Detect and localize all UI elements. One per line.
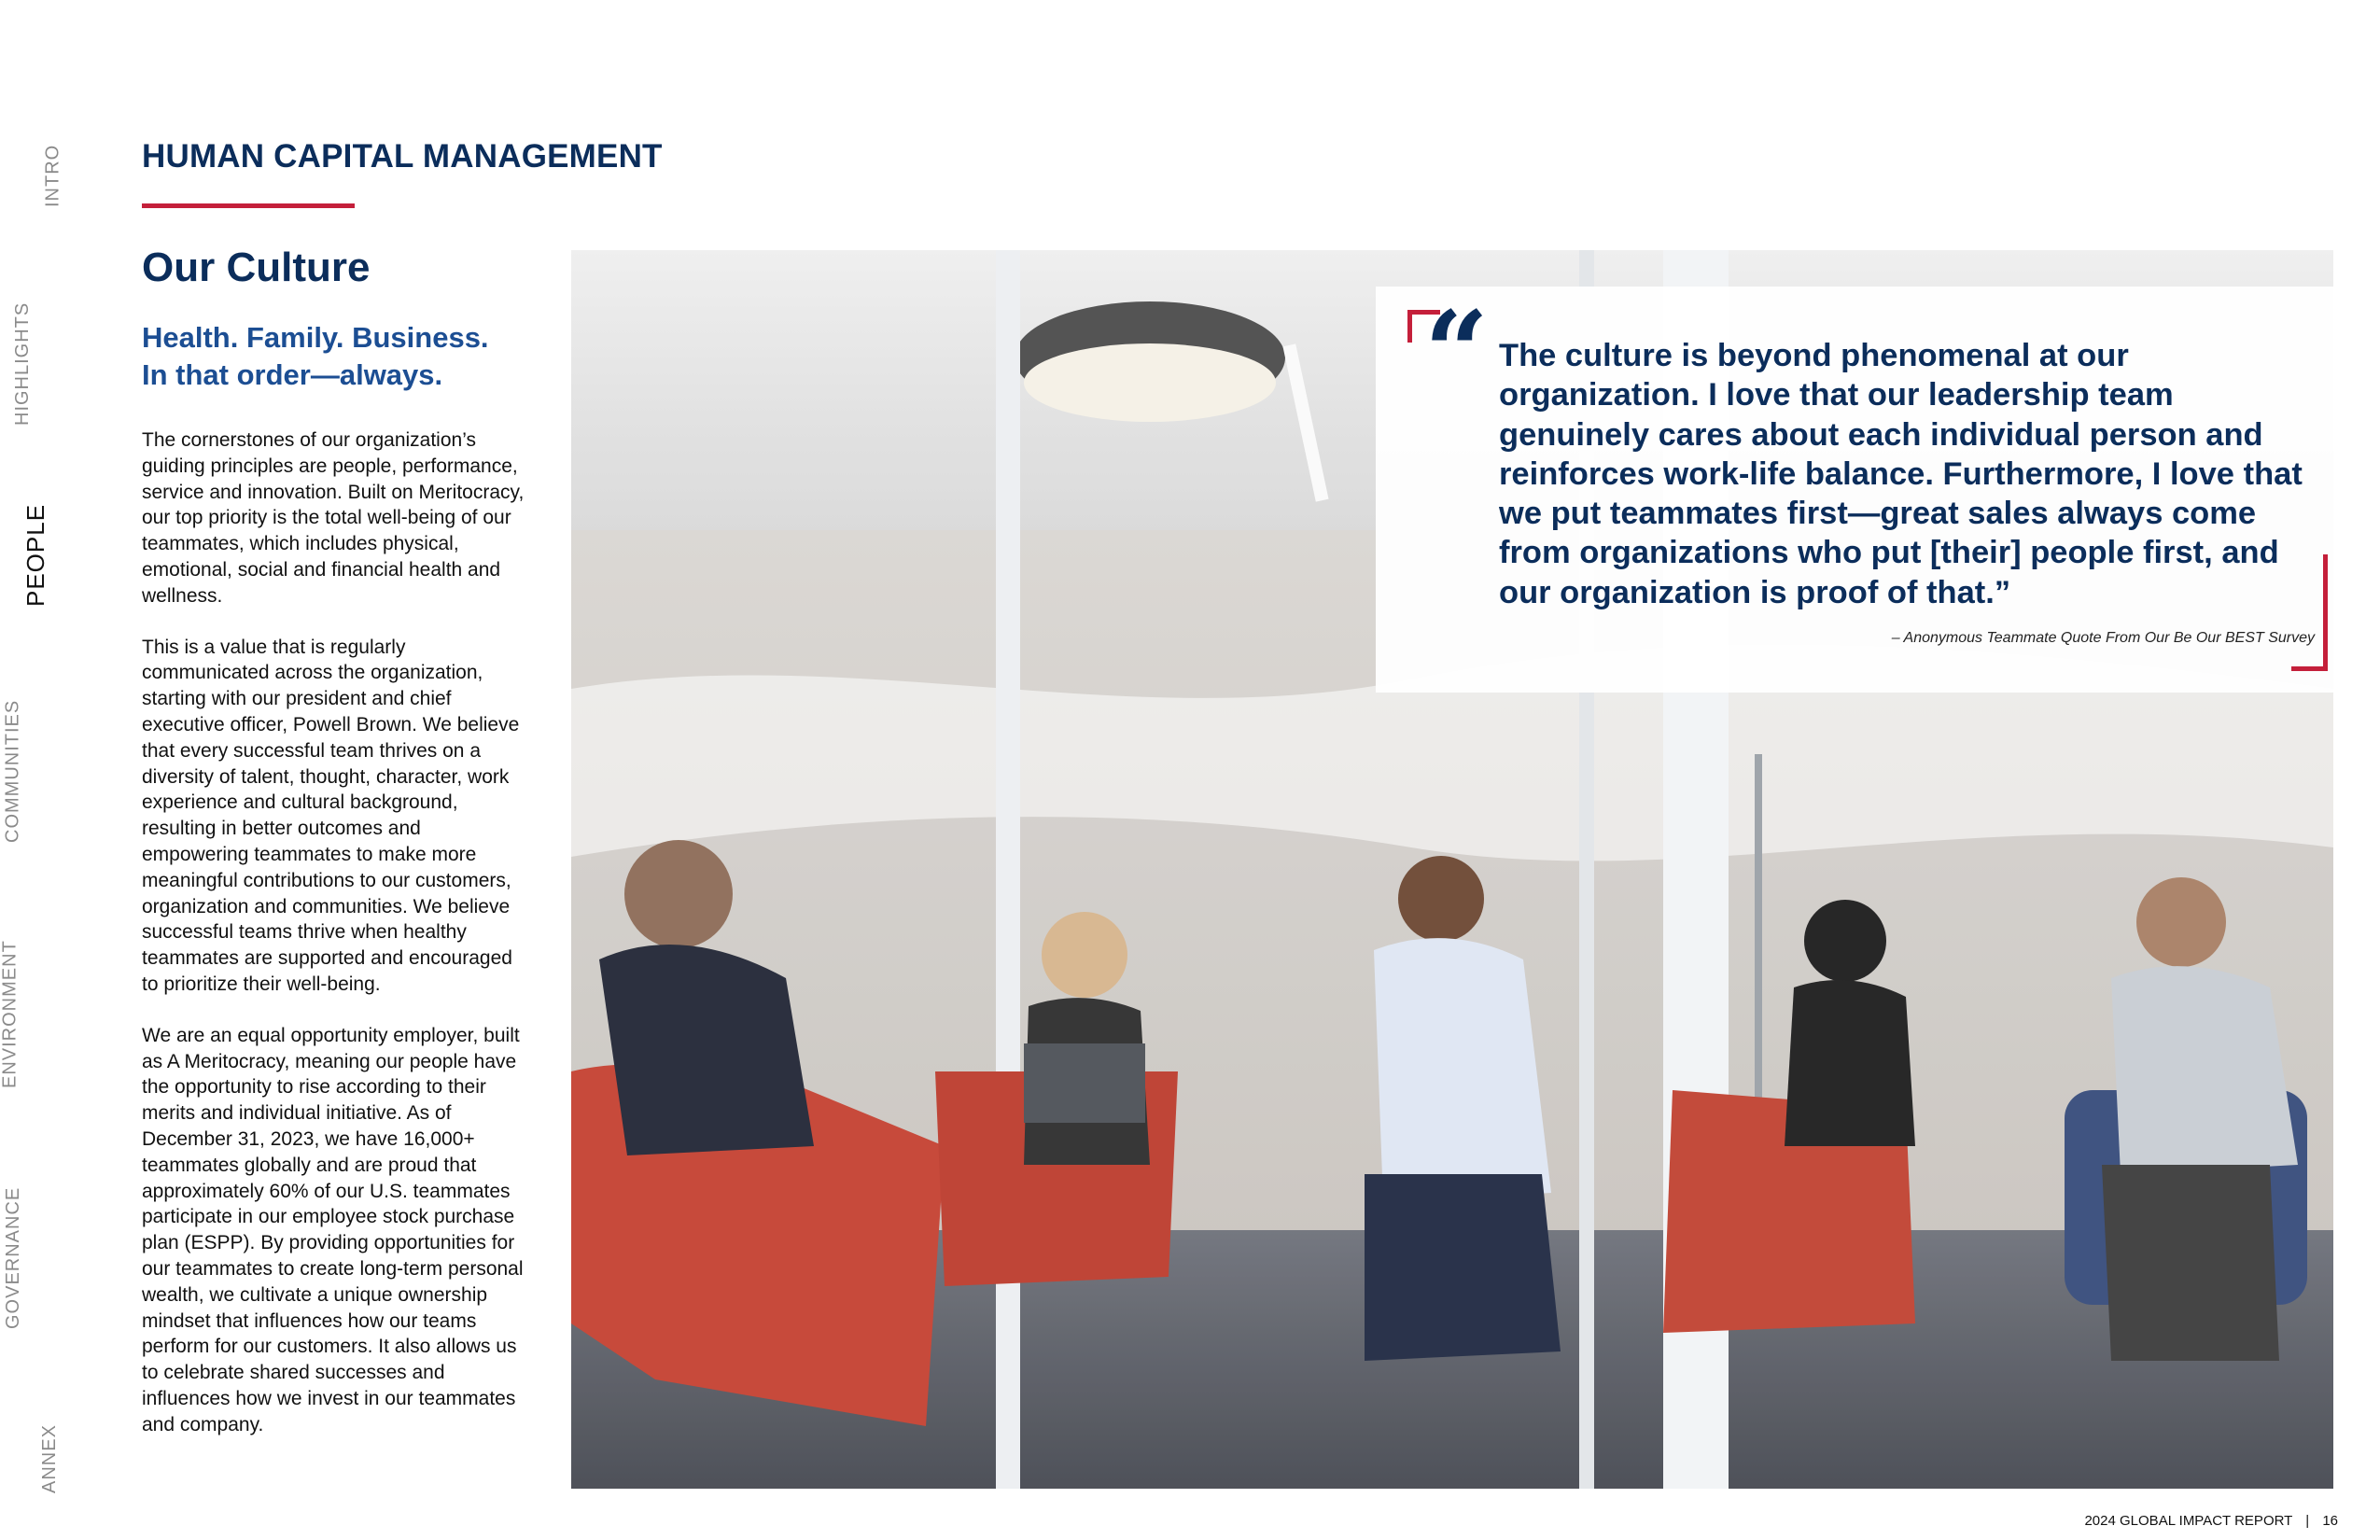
body-paragraph-2: This is a value that is regularly communicated across the organization, starting with our president and chief executive officer, Powell Brown. We believe that every successful team thrives on a diversity of talent, thought, character, work experience and cultural background, resulting in better outcomes and empowering teammates to make more meaningful contributions to our customers, organization and communities. We believe successful teams thrive when healthy teammates are supported and encouraged to prioritize their well-being. — [142, 636, 520, 995]
footer-separator: | — [2305, 1513, 2310, 1529]
nav-tab-communities[interactable]: COMMUNITIES — [2, 699, 23, 843]
section-title: HUMAN CAPITAL MANAGEMENT — [142, 138, 663, 175]
nav-tab-environment[interactable]: ENVIRONMENT — [0, 940, 21, 1088]
side-navigation — [0, 0, 131, 1540]
subheading-line-2: In that order—always. — [142, 358, 443, 392]
nav-tab-governance[interactable]: GOVERNANCE — [2, 1186, 23, 1329]
title-underline — [142, 203, 355, 208]
report-title: 2024 GLOBAL IMPACT REPORT — [2084, 1513, 2293, 1529]
subheading-line-1: Health. Family. Business. — [142, 321, 489, 354]
nav-tab-highlights[interactable]: HIGHLIGHTS — [11, 301, 33, 426]
nav-tab-intro[interactable]: INTRO — [42, 144, 63, 207]
page-heading: Our Culture — [142, 245, 371, 290]
body-text — [142, 427, 532, 1463]
quote-text: The culture is beyond phenomenal at our organization. I love that our leadership team genuinely cares about each individual person and reinforces work-life balance. Furthermore, I love that we put teammates first—great sales always come from organizations who put [their] people first, and our organization is proof of that.” — [1499, 338, 2303, 610]
body-paragraph-1: The cornerstones of our organization’s guiding principles are people, performance, service and innovation. Built on Meritocracy, our top priority is the total well-being of our teammates, which includes physical, emotional, social and financial health and wellness. — [142, 429, 525, 607]
nav-tab-people[interactable]: PEOPLE — [21, 503, 49, 607]
quote-mark-icon: “ — [1424, 287, 1490, 418]
page-footer — [2084, 1513, 2338, 1529]
nav-tab-annex[interactable]: ANNEX — [39, 1424, 61, 1493]
quote-attribution: – Anonymous Teammate Quote From Our Be Our BEST Survey — [1891, 630, 2315, 646]
page-number: 16 — [2322, 1513, 2338, 1529]
subheading — [142, 319, 534, 395]
body-paragraph-3: We are an equal opportunity employer, built as A Meritocracy, meaning our people have the opportunity to rise according to their merits and individual initiative. As of December 31, 2023, we have 16,000+ teammates globally and are proud that approximately 60% of our U.S. teammates participate in our employee stock purchase plan (ESPP). By providing opportunities for our teammates to create long-term personal wealth, we cultivate a unique ownership mindset that influences how our teams perform for our customers. It also allows us to celebrate shared successes and influences how we invest in our teammates and company. — [142, 1024, 524, 1435]
